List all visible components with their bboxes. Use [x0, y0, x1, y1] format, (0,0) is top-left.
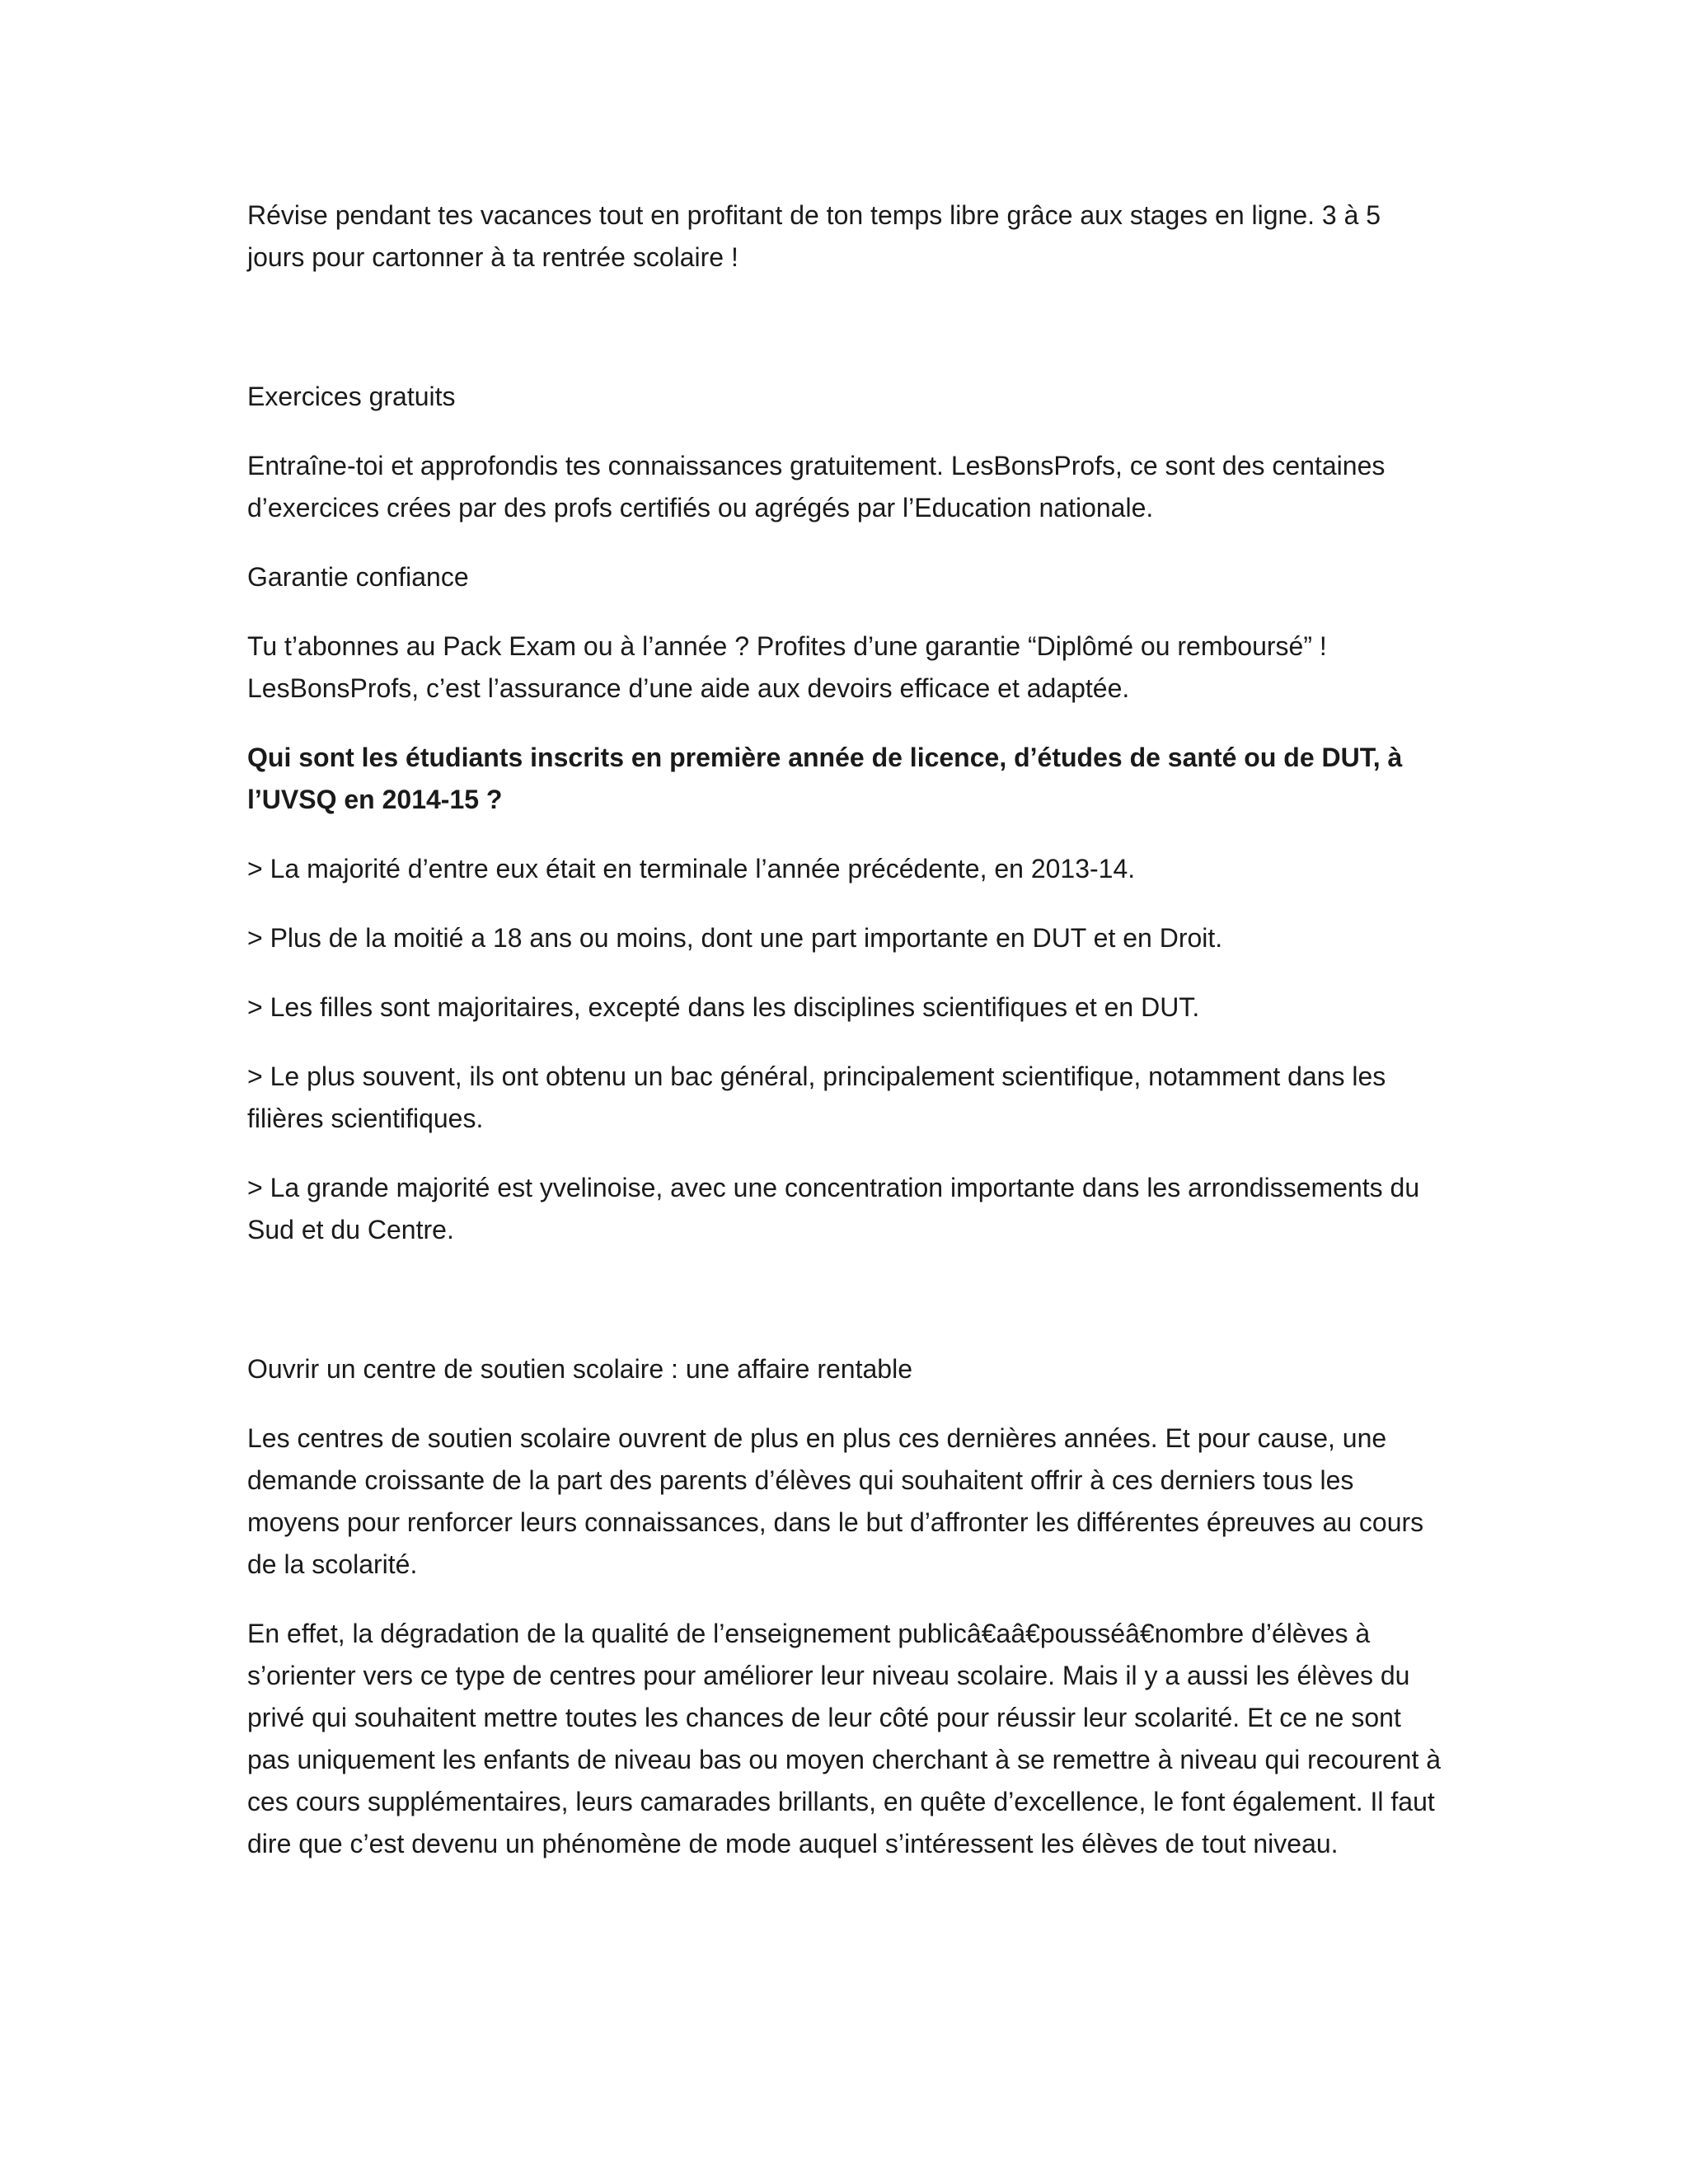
uvsq-point: > Les filles sont majoritaires, excepté dans les disciplines scientifiques et en DUT.	[247, 992, 1200, 1022]
intro-paragraph: Révise pendant tes vacances tout en profitant de ton temps libre grâce aux stages en ligne. 3 à 5 jours pour cartonner à ta rentrée scolaire !	[247, 200, 1381, 272]
uvsq-point: > Plus de la moitié a 18 ans ou moins, dont une part importante en DUT et en Droit.	[247, 923, 1223, 953]
uvsq-point: > La majorité d’entre eux était en terminale l’année précédente, en 2013-14.	[247, 854, 1136, 883]
uvsq-point: > Le plus souvent, ils ont obtenu un bac général, principalement scientifique, notamment dans les filières scientifiques.	[247, 1062, 1386, 1133]
exercices-title: Exercices gratuits	[247, 382, 456, 411]
uvsq-point: > La grande majorité est yvelinoise, avec une concentration importante dans les arrondissements du Sud et du Centre.	[247, 1173, 1420, 1244]
uvsq-heading: Qui sont les étudiants inscrits en première année de licence, d’études de santé ou de DUT, à l’UVSQ en 2014-15 ?	[247, 743, 1403, 814]
garantie-title: Garantie confiance	[247, 562, 469, 592]
exercices-paragraph: Entraîne-toi et approfondis tes connaissances gratuitement. LesBonsProfs, ce sont des centaines d’exercices crées par des profs certifiés ou agrégés par l’Education nationale.	[247, 451, 1386, 523]
soutien-paragraph-1: Les centres de soutien scolaire ouvrent de plus en plus ces dernières années. Et pour cause, une demande croissante de la part des parents d’élèves qui souhaitent offrir à ces derniers tous les moyens pour renforcer leurs connaissances, dans le but d’affronter les différentes épreuves au cours de la scolarité.	[247, 1423, 1424, 1579]
soutien-title: Ouvrir un centre de soutien scolaire : une affaire rentable	[247, 1354, 912, 1384]
garantie-paragraph: Tu t’abonnes au Pack Exam ou à l’année ? Profites d’une garantie “Diplômé ou remboursé” ! LesBonsProfs, c’est l’assurance d’une aide aux devoirs efficace et adaptée.	[247, 631, 1327, 703]
soutien-paragraph-2: En effet, la dégradation de la qualité de l’enseignement publicâ€aâ€pousséâ€nombre d’élèves à s’orienter vers ce type de centres pour améliorer leur niveau scolaire. Mais il y a aussi les élèves du privé qui souhaitent mettre toutes les chances de leur côté pour réussir leur scolarité. Et ce ne sont pas uniquement les enfants de niveau bas ou moyen cherchant à se remettre à niveau qui recourent à ces cours supplémentaires, leurs camarades brillants, en quête d’excellence, le font également. Il faut dire que c’est devenu un phénomène de mode auquel s’intéressent les élèves de tout niveau.	[247, 1619, 1442, 1858]
document-body	[247, 194, 1442, 1865]
